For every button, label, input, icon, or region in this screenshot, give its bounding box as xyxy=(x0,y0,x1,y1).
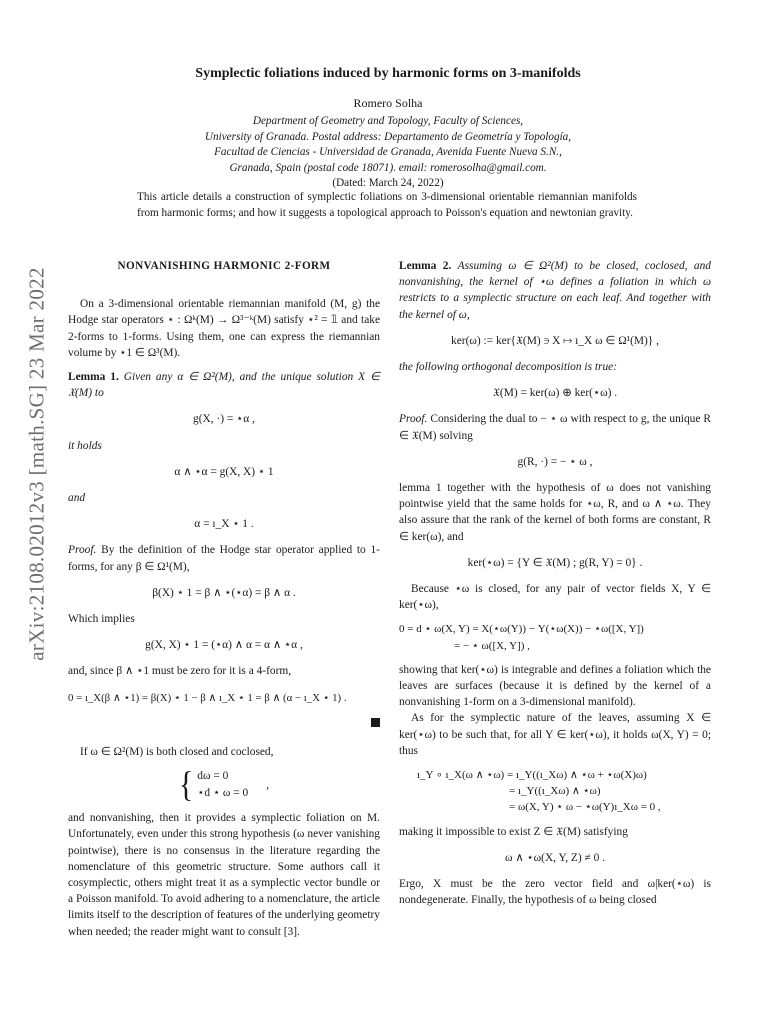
equation-line: 0 = d ⋆ ω(X, Y) = X(⋆ω(Y)) − Y(⋆ω(X)) − ⋆ω([X, Y]) xyxy=(399,623,644,636)
equation: α ∧ ⋆α = g(X, X) ⋆ 1 xyxy=(174,465,274,478)
qed-square-icon xyxy=(371,718,380,727)
abstract: This article details a construction of symplectic foliations on 3-dimensional orientable riemannian manifolds from harmonic forms; and how it suggests a topological approach to Poisson's equation and newtonian gravity. xyxy=(137,191,637,219)
section-heading: NONVANISHING HARMONIC 2-FORM xyxy=(117,260,331,272)
lemma-1 xyxy=(68,369,380,401)
equation-aligned xyxy=(399,621,711,653)
equation: g(R, ·) = − ⋆ ω , xyxy=(517,455,593,468)
equation-line: = ω(X, Y) ⋆ ω − ⋆ω(Y)ı_Xω = 0 , xyxy=(509,801,661,814)
author-affiliation xyxy=(110,114,666,176)
making-text: making it impossible to exist Z ∈ 𝔛(M) satisfying xyxy=(399,825,628,838)
it-holds: it holds xyxy=(68,439,102,452)
paper-title: Symplectic foliations induced by harmonic forms on 3-manifolds xyxy=(195,66,581,81)
affiliation-line: University of Granada. Postal address: Departamento de Geometría y Topología, xyxy=(204,130,572,143)
equation: 0 = ı_X(β ∧ ⋆1) = β(X) ⋆ 1 − β ∧ ı_X ⋆ 1 = β ∧ (α − ı_X ⋆ 1) . xyxy=(68,691,347,704)
affiliation-line: Department of Geometry and Topology, Faculty of Sciences, xyxy=(252,115,524,127)
proof-text: Considering the dual to − ⋆ ω with respect to g, the unique R ∈ 𝔛(M) solving xyxy=(399,413,711,442)
lemma-2 xyxy=(399,258,711,323)
lemma-1-label: Lemma 1. xyxy=(68,371,119,384)
equation: ker(ω) := ker{𝔛(M) ∋ X ↦ ı_X ω ∈ Ω¹(M)} , xyxy=(451,334,659,347)
equation-system xyxy=(68,764,380,805)
right-column xyxy=(399,258,711,909)
equation: β(X) ⋆ 1 = β ∧ ⋆(⋆α) = β ∧ α . xyxy=(152,586,296,599)
equation: 𝔛(M) = ker(ω) ⊕ ker(⋆ω) . xyxy=(492,387,618,400)
system-line: dω = 0 xyxy=(197,770,229,783)
proof-2 xyxy=(399,411,711,443)
equation: g(X, ·) = ⋆α , xyxy=(193,413,255,426)
which-implies: Which implies xyxy=(68,613,135,626)
author-name: Romero Solha xyxy=(353,96,423,110)
equation: ker(⋆ω) = {Y ∈ 𝔛(M) ; g(R, Y) = 0} . xyxy=(467,556,643,569)
and-word: and xyxy=(68,492,86,505)
lemma-2-text: Assuming ω ∈ Ω²(M) to be closed, coclosed, and nonvanishing, the kernel of ⋆ω defines a foliation in which ω restricts to a symplectic structure on each leaf. And together with the kernel of ω, xyxy=(399,260,711,321)
lemma1-paragraph: lemma 1 together with the hypothesis of ω does not vanishing pointwise yield that the same holds for ⋆ω, R, and ω ∧ ⋆ω. They also assure that the rank of the kernel of both forms are constant, R ∈ ker(ω), and xyxy=(399,482,711,543)
ergo-paragraph: Ergo, X must be the zero vector field and ω|ker(⋆ω) is nondegenerate. Finally, the hypothesis of ω being closed xyxy=(399,878,711,907)
lemma-2-label: Lemma 2. xyxy=(399,260,452,272)
brace-icon: { xyxy=(178,764,194,805)
proof-label: Proof. xyxy=(68,544,97,557)
proof-text: By the definition of the Hodge star operator applied to 1-forms, for any β ∈ Ω¹(M), xyxy=(68,544,380,573)
proof-1 xyxy=(68,542,380,574)
equation-line: = − ⋆ ω([X, Y]) , xyxy=(454,639,530,652)
arxiv-identifier: arXiv:2108.02012v3 [math.SG] 23 Mar 2022 xyxy=(24,267,49,661)
qed-symbol xyxy=(68,716,380,732)
if-omega-text: If ω ∈ Ω²(M) is both closed and coclosed, xyxy=(80,746,274,759)
left-column xyxy=(68,258,380,940)
affiliation-line: Granada, Spain (postal code 18071). email: romerosolha@gmail.com. xyxy=(229,161,547,174)
intro-paragraph: On a 3-dimensional orientable riemannian manifold (M, g) the Hodge star operators ⋆ : Ωᵏ(M) → Ω³⁻ᵏ(M) satisfy ⋆² = 𝟙 and take 2-forms to 1-forms. Using them, one can express the riemannian volume by ⋆1 ∈ Ω³(M). xyxy=(68,298,380,359)
closing-paragraph: and nonvanishing, then it provides a symplectic foliation on M. Unfortunately, even under this strong hypothesis (ω never vanishing pointwise), there is no consensus in the literature regarding the nomenclature of this geometric structure. Some authors call it cosymplectic, others might treat it as a symplectic vector bundle or a Poisson manifold. To avoid adhering to a nomenclature, the article limits itself to the description of features of the underlying geometry when needed; the reader might want to consult [3]. xyxy=(68,812,380,938)
because-paragraph: Because ⋆ω is closed, for any pair of vector fields X, Y ∈ ker(⋆ω), xyxy=(399,583,711,612)
lemma-1-text: Given any α ∈ Ω²(M), and the unique solution X ∈ 𝔛(M) to xyxy=(68,371,380,400)
following-text: the following orthogonal decomposition is true: xyxy=(399,361,617,374)
system-comma: , xyxy=(266,779,270,792)
equation-line: = ı_Y((ı_Xω) ∧ ⋆ω) xyxy=(509,785,601,798)
equation: α = ı_X ⋆ 1 . xyxy=(194,518,254,531)
proof-label: Proof. xyxy=(399,413,428,426)
dated-line: (Dated: March 24, 2022) xyxy=(332,177,444,189)
system-line: ⋆d ⋆ ω = 0 xyxy=(197,787,249,800)
equation: g(X, X) ⋆ 1 = (⋆α) ∧ α = α ∧ ⋆α , xyxy=(145,639,303,652)
paper-header xyxy=(110,66,666,191)
since-text: and, since β ∧ ⋆1 must be zero for it is a 4-form, xyxy=(68,665,292,678)
equation: ω ∧ ⋆ω(X, Y, Z) ≠ 0 . xyxy=(505,851,605,864)
symplectic-paragraph: As for the symplectic nature of the leaves, assuming X ∈ ker(⋆ω) to be such that, for all Y ∈ ker(⋆ω), it holds ω(X, Y) = 0; thus xyxy=(399,712,711,757)
equation-aligned xyxy=(399,767,711,816)
arxiv-identifier-margin xyxy=(22,214,52,714)
equation-line: ı_Y ∘ ı_X(ω ∧ ⋆ω) = ı_Y((ı_Xω) ∧ ⋆ω + ⋆ω(X)ω) xyxy=(417,769,647,782)
affiliation-line: Facultad de Ciencias - Universidad de Granada, Avenida Fuente Nueva S.N., xyxy=(214,146,562,158)
showing-paragraph: showing that ker(⋆ω) is integrable and defines a foliation which the leaves are surfaces (because it is defined by the kernel of a nonvanishing 1-form on a 3-dimensional manifold). xyxy=(399,663,711,709)
